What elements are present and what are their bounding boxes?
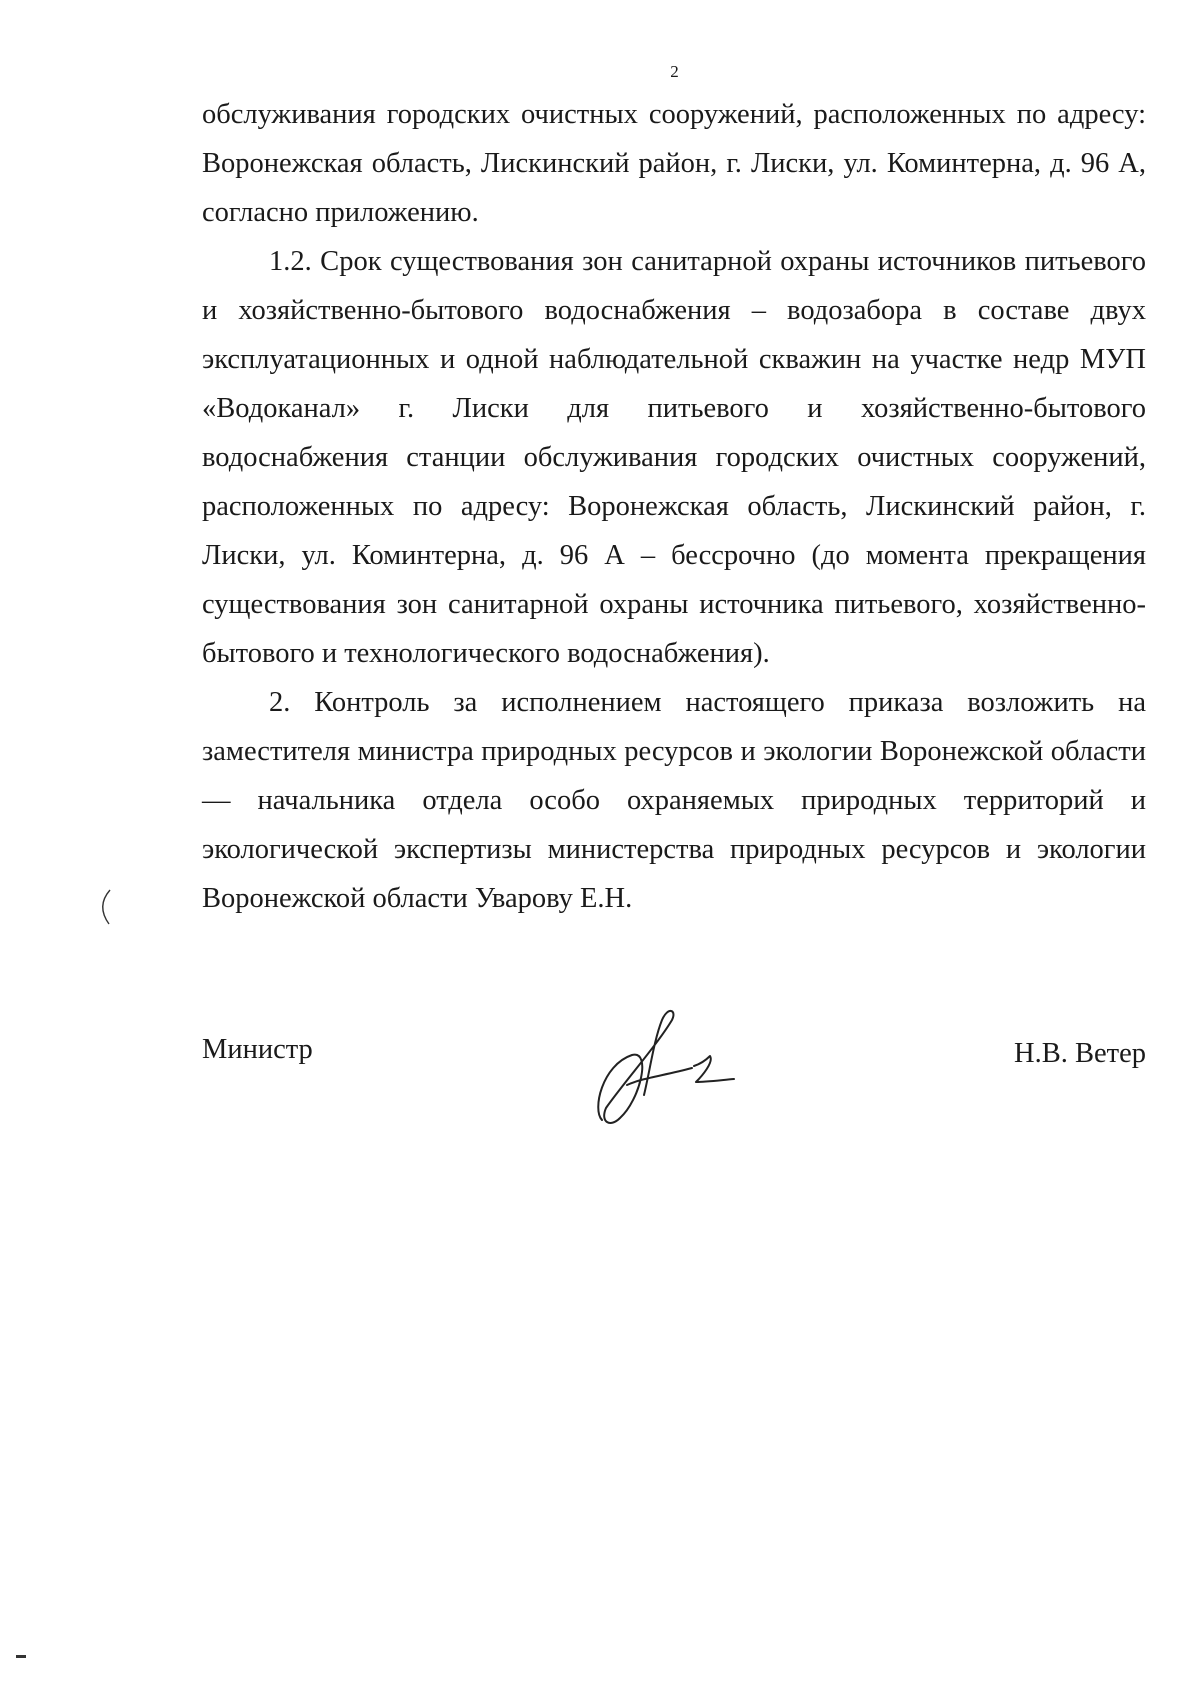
page-number: 2 [670,62,679,81]
signer-name: Н.В. Ветер [1014,1038,1146,1069]
paragraph-1-2: 1.2. Срок существования зон санитарной охраны источников питьевого и хозяйственно-бытового водоснабжения – водозабора в составе двух эксплуатационных и одной наблюдательной скважин на участке недр МУП «Водоканал» г. Лиски для питьевого и хозяйственно-бытового водоснабжения станции обслуживания городских очистных сооружений, расположенных по адресу: Воронежская область, Лискинский район, г. Лиски, ул. Коминтерна, д. 96 А – бессрочно (до момента прекращения существования зон санитарной охраны источника питьевого, хозяйственно-бытового и технологического водоснабжения). [202,246,1146,669]
signature-block [202,1030,1146,1160]
margin-bracket-mark [92,888,114,928]
handwritten-signature [582,990,742,1150]
signer-position: Министр [202,1034,313,1065]
scan-artifact-mark [16,1655,26,1658]
paragraph-2: 2. Контроль за исполнением настоящего приказа возложить на заместителя министра природных ресурсов и экологии Воронежской области — начальника отдела особо охраняемых природных территорий и экологической экспертизы министерства природных ресурсов и экологии Воронежской области Уварову Е.Н. [202,687,1146,914]
document-body [202,90,1146,923]
paragraph-continuation: обслуживания городских очистных сооружений, расположенных по адресу: Воронежская область, Лискинский район, г. Лиски, ул. Коминтерна, д. 96 А, согласно приложению. [202,99,1146,228]
